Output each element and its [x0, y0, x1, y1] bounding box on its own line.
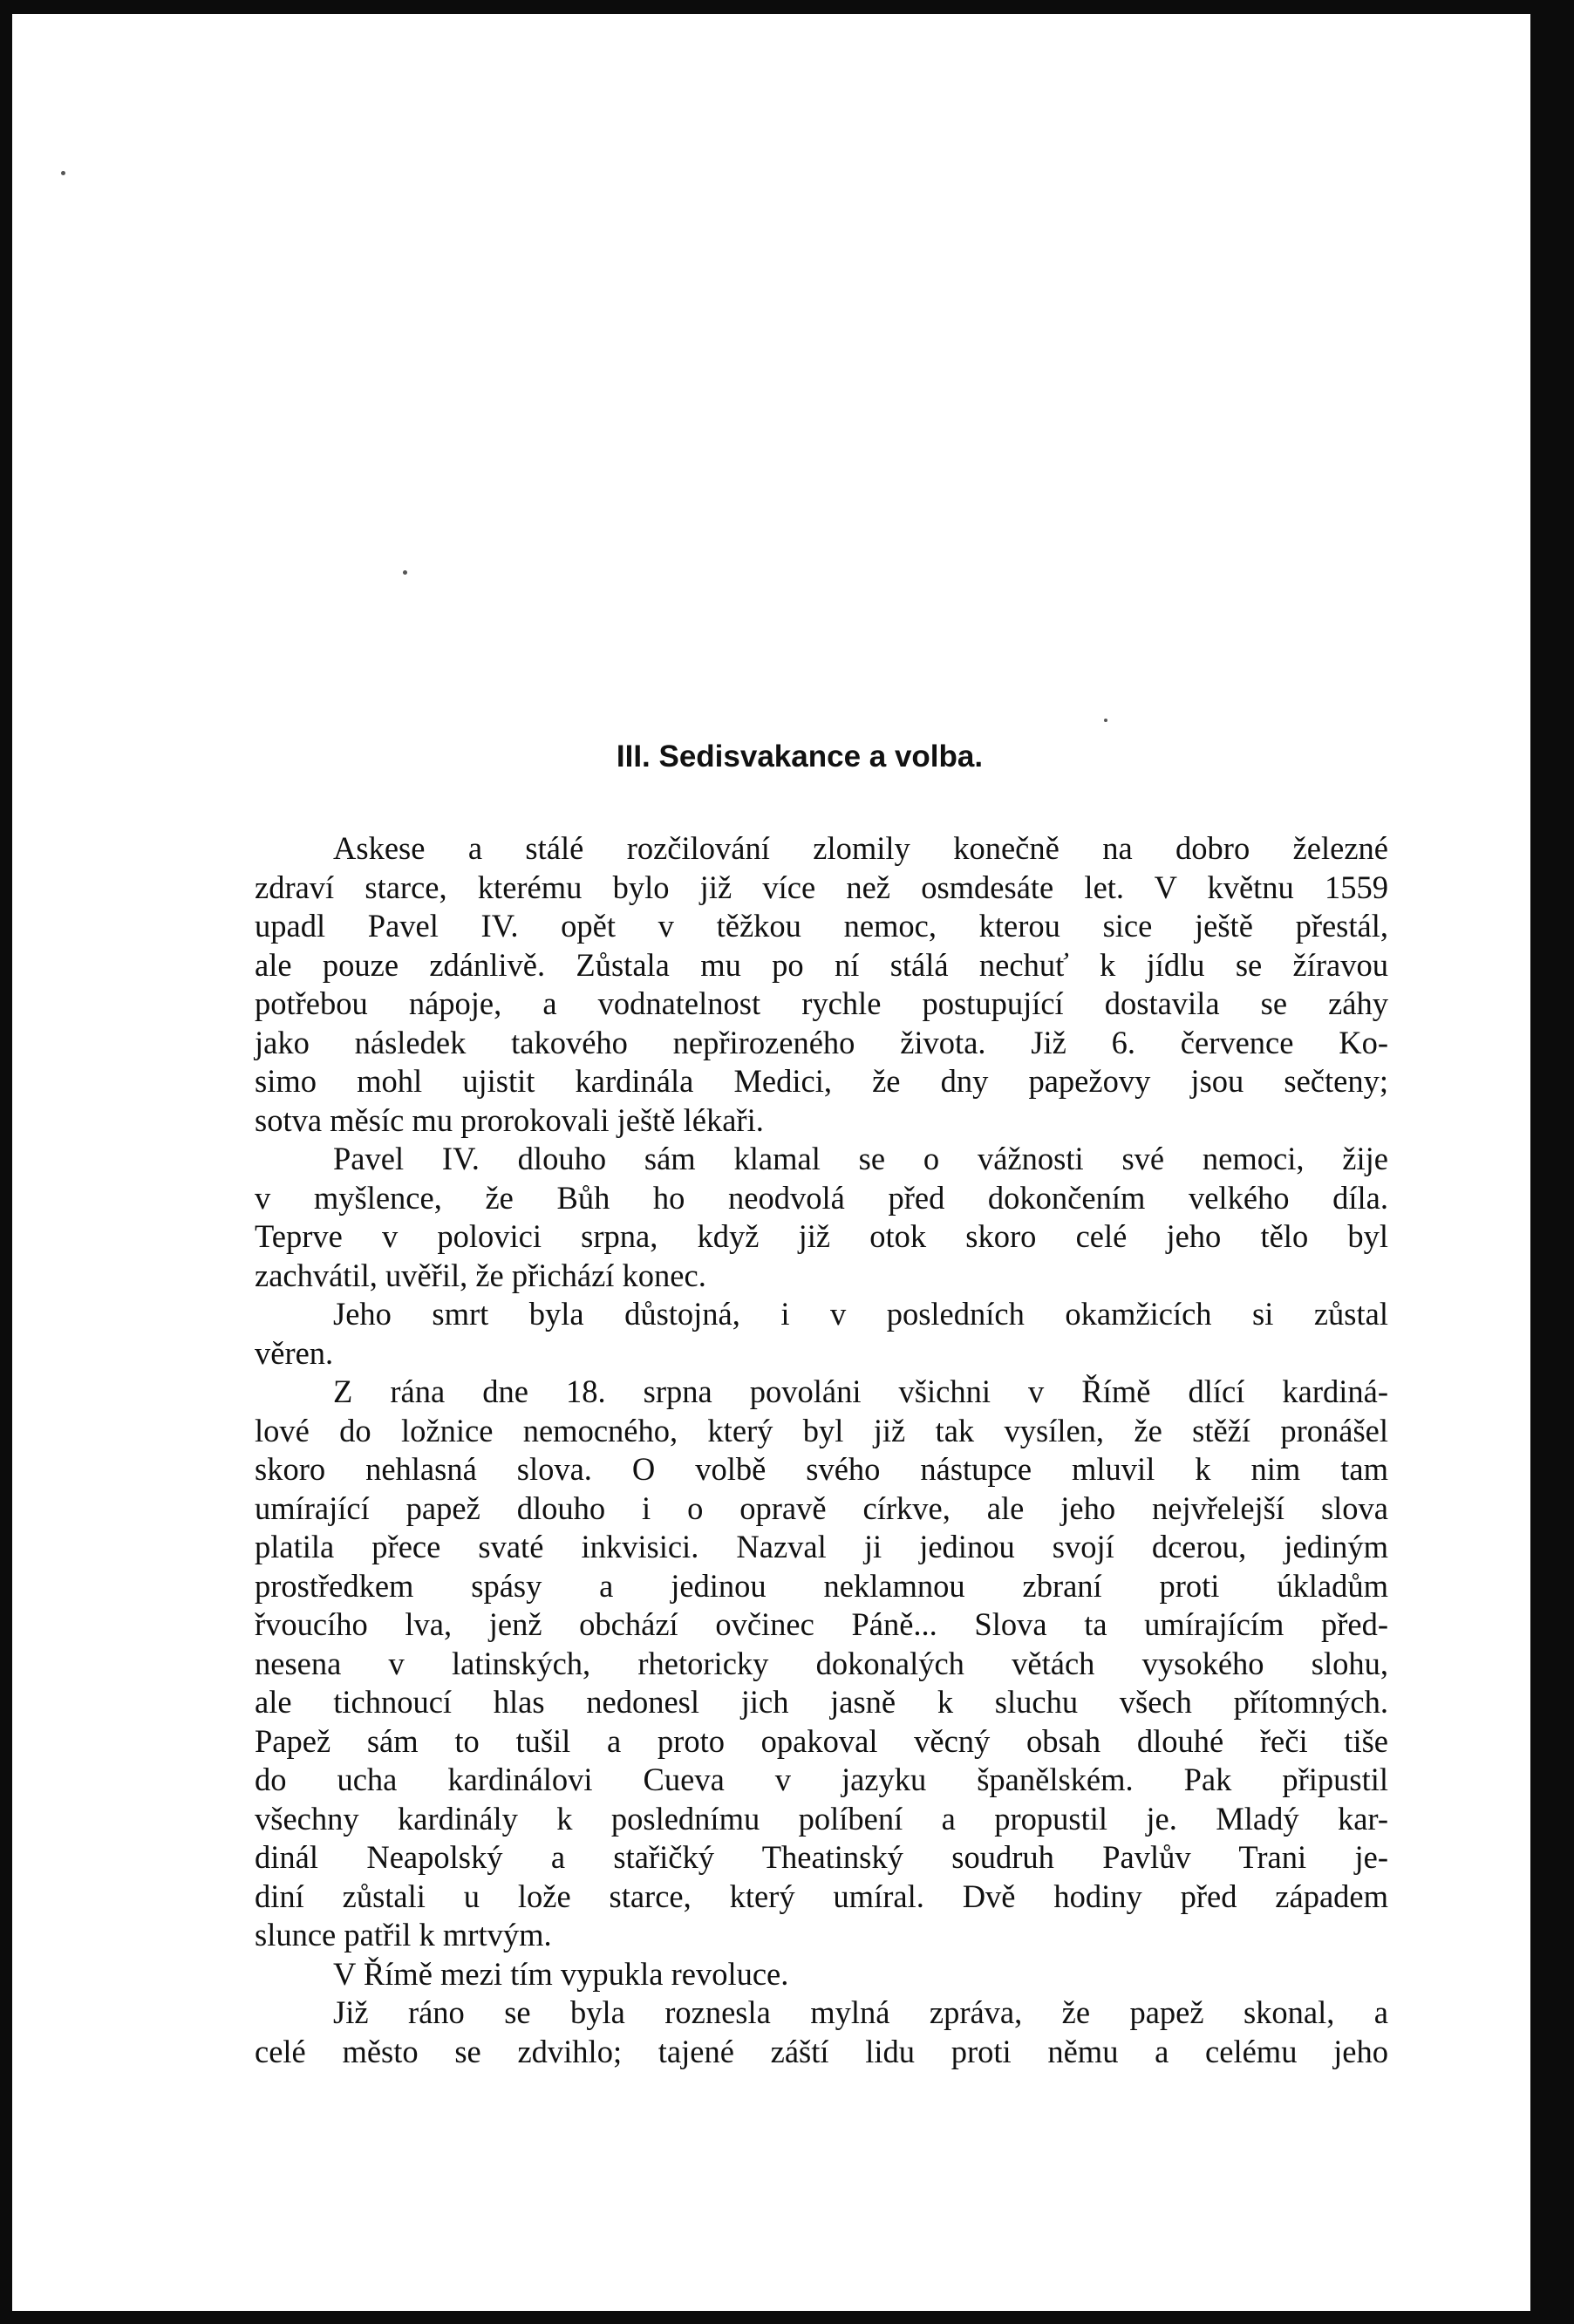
paragraph: [255, 1955, 1388, 1994]
text-line: Pavel IV. dlouho sám klamal se o vážnosti své nemoci, žije: [333, 1141, 1388, 1176]
text-line: Papež sám to tušil a proto opakoval věcný obsah dlouhé řeči tiše: [255, 1722, 1388, 1759]
text-line: celé město se zdvihlo; tajené záští lidu proti němu a celému jeho: [255, 2033, 1388, 2069]
paragraph: [255, 1140, 1388, 1295]
text-line: simo mohl ujistit kardinála Medici, že dny papežovy jsou sečteny;: [255, 1063, 1388, 1099]
text-line: sotva měsíc mu prorokovali ještě lékaři.: [255, 1101, 764, 1138]
text-line: všechny kardinály k poslednímu políbení a propustil je. Mladý kar-: [255, 1800, 1388, 1837]
text-line: platila přece svaté inkvisici. Nazval ji jedinou svojí dcerou, jediným: [255, 1529, 1388, 1564]
paper-speck: [61, 171, 65, 175]
text-line: V Římě mezi tím vypukla revoluce.: [333, 1955, 789, 1992]
paper-speck: [403, 570, 407, 575]
text-line: umírající papež dlouho i o opravě církve, ale jeho nejvřelejší slova: [255, 1489, 1388, 1526]
text-line: zachvátil, uvěřil, že přichází konec.: [255, 1257, 706, 1293]
paragraph: [255, 829, 1388, 1140]
paragraph: [255, 1295, 1388, 1373]
text-line: slunce patřil k mrtvým.: [255, 1917, 552, 1953]
text-line: dinál Neapolský a stařičký Theatinský soudruh Pavlův Trani je-: [255, 1839, 1388, 1875]
text-line: do ucha kardinálovi Cueva v jazyku španělském. Pak připustil: [255, 1762, 1388, 1797]
text-line: prostředkem spásy a jedinou neklamnou zbraní proti úkladům: [255, 1567, 1388, 1604]
text-line: ale tichnoucí hlas nedonesl jich jasně k sluchu všech přítomných.: [255, 1684, 1388, 1720]
text-line: upadl Pavel IV. opět v těžkou nemoc, kterou sice ještě přestál,: [255, 908, 1388, 944]
text-line: zdraví starce, kterému bylo již více než osmdesáte let. V květnu 1559: [255, 869, 1388, 905]
text-line: diní zůstali u lože starce, který umíral. Dvě hodiny před západem: [255, 1878, 1388, 1914]
text-line: Již ráno se byla roznesla mylná zpráva, že papež skonal, a: [333, 1994, 1388, 2030]
paper-speck: [1104, 719, 1107, 722]
text-line: ale pouze zdánlivě. Zůstala mu po ní stálá nechuť k jídlu se žíravou: [255, 946, 1388, 983]
text-line: skoro nehlasná slova. O volbě svého nástupce mluvil k nim tam: [255, 1451, 1388, 1487]
scan-edge: [1530, 14, 1552, 2311]
paragraph: [255, 1993, 1388, 2071]
book-page: [12, 14, 1552, 2311]
text-line: v myšlence, že Bůh ho neodvolá před dokončením velkého díla.: [255, 1179, 1388, 1216]
body-text: [255, 829, 1388, 2071]
chapter-heading: III. Sedisvakance a volba.: [616, 739, 984, 774]
text-line: lové do ložnice nemocného, který byl již tak vysílen, že stěží pronášel: [255, 1412, 1388, 1448]
text-line: potřebou nápoje, a vodnatelnost rychle postupující dostavila se záhy: [255, 985, 1388, 1021]
text-line: Teprve v polovici srpna, když již otok skoro celé jeho tělo byl: [255, 1218, 1388, 1254]
text-line: řvoucího lva, jenž obchází ovčinec Páně... Slova ta umírajícím před-: [255, 1606, 1388, 1642]
text-line: Z rána dne 18. srpna povoláni všichni v Římě dlící kardiná-: [333, 1373, 1388, 1409]
text-line: nesena v latinských, rhetoricky dokonalých větách vysokého slohu,: [255, 1645, 1388, 1681]
text-line: jako následek takového nepřirozeného života. Již 6. července Ko-: [255, 1024, 1388, 1060]
text-line: Jeho smrt byla důstojná, i v posledních okamžicích si zůstal: [333, 1296, 1388, 1332]
text-line: věren.: [255, 1334, 334, 1371]
text-line: Askese a stálé rozčilování zlomily konečně na dobro železné: [333, 830, 1388, 866]
paragraph: [255, 1373, 1388, 1955]
